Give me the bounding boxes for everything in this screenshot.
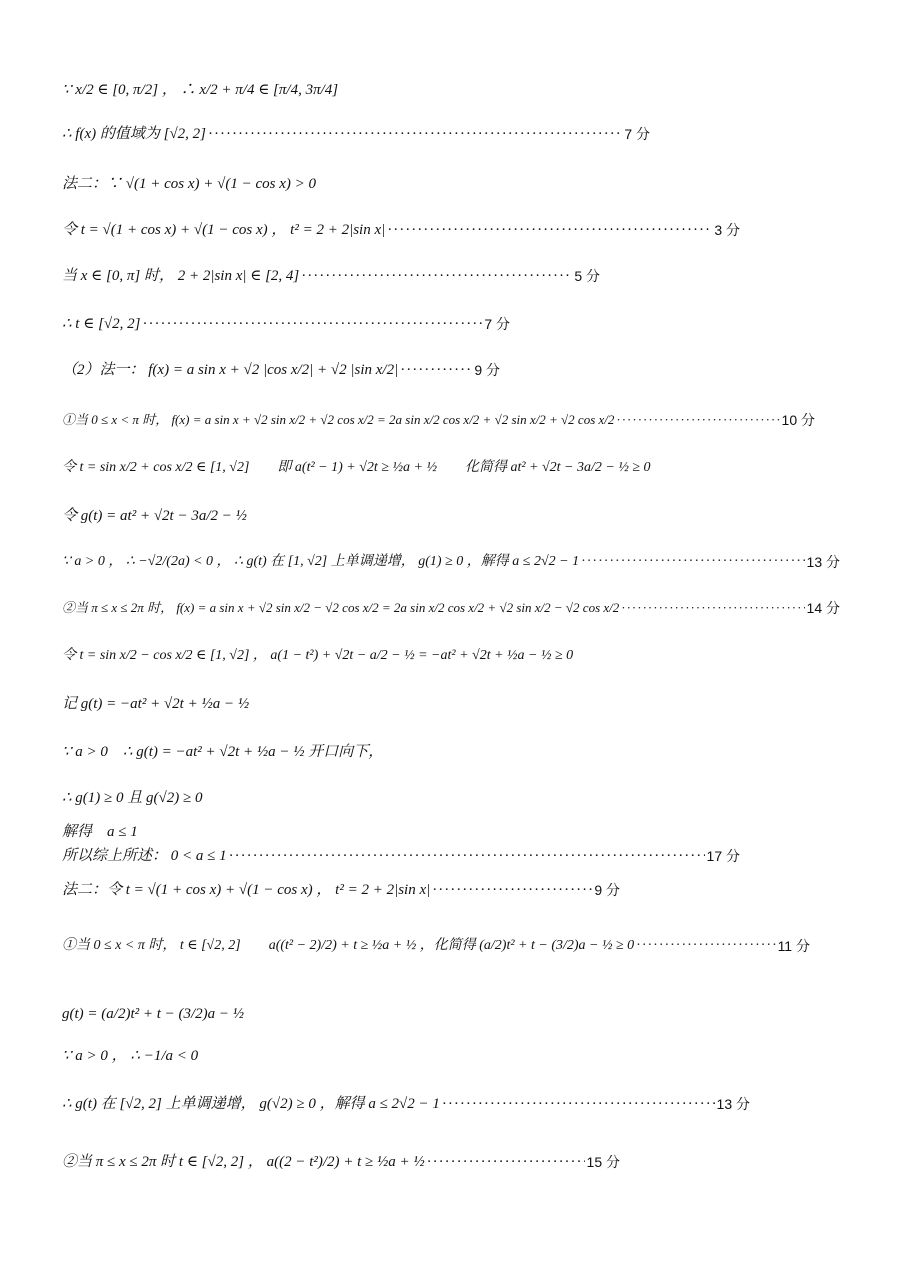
- leader-dots: [208, 124, 622, 144]
- solution-line-12: [62, 598, 840, 618]
- leader-dots: [636, 936, 775, 956]
- math-expression: ∵ x/2 ∈ [0, π/2] ， ∴ x/2 + π/4 ∈ [π/4, 3π/4]: [62, 82, 339, 98]
- solution-line-23: [62, 1094, 750, 1114]
- math-expression: ②当 π ≤ x ≤ 2π 时 t ∈ [√2, 2] ， a((2 − t²)/2) + t ≥ ½a + ½: [62, 1154, 425, 1170]
- math-expression: 记 g(t) = −at² + √2t + ½a − ½: [62, 696, 250, 712]
- solution-line-1: [62, 80, 838, 100]
- leader-dots: [442, 1094, 715, 1114]
- leader-dots: [142, 314, 482, 334]
- math-expression: 令 g(t) = at² + √2t − 3a/2 − ½: [62, 508, 247, 524]
- math-expression: ①当 0 ≤ x < π 时， f(x) = a sin x + √2 sin x/2 + √2 cos x/2 = 2a sin x/2 cos x/2 + √2 sin x/2 + √2 cos x/2: [62, 412, 615, 427]
- score-label: 14 分: [806, 600, 840, 616]
- solution-line-17: [62, 822, 838, 842]
- score-label: 3 分: [714, 222, 740, 238]
- score-label: 17 分: [706, 848, 740, 864]
- score-label: 13 分: [716, 1096, 750, 1112]
- math-expression: ∴ t ∈ [√2, 2]: [62, 316, 141, 332]
- solution-line-7: [62, 360, 500, 380]
- score-label: 11 分: [777, 938, 810, 954]
- solution-line-8: [62, 410, 815, 430]
- solution-line-14: [62, 694, 838, 714]
- math-expression: ∴ g(t) 在 [√2, 2] 上单调递增， g(√2) ≥ 0 ，解得 a ≤ 2√2 − 1: [62, 1096, 440, 1112]
- solution-line-4: [62, 220, 740, 240]
- solution-line-24: [62, 1152, 620, 1172]
- score-label: 9 分: [594, 882, 620, 898]
- solution-line-21: [62, 1004, 838, 1024]
- solution-line-11: [62, 552, 840, 572]
- solution-line-9: [62, 458, 838, 478]
- math-expression: g(t) = (a/2)t² + t − (3/2)a − ½: [62, 1006, 245, 1022]
- math-expression: ①当 0 ≤ x < π 时， t ∈ [√2, 2] a((t² − 2)/2) + t ≥ ½a + ½ ，化简得 (a/2)t² + t − (3/2)a − ½ ≥ 0: [62, 938, 635, 953]
- leader-dots: [427, 1152, 585, 1172]
- solution-line-15: [62, 742, 838, 762]
- math-expression: ②当 π ≤ x ≤ 2π 时， f(x) = a sin x + √2 sin x/2 − √2 cos x/2 = 2a sin x/2 cos x/2 + √2 sin x/2 − √2 cos x/2: [62, 600, 620, 615]
- solution-line-13: [62, 646, 838, 666]
- math-expression: 当 x ∈ [0, π] 时， 2 + 2|sin x| ∈ [2, 4]: [62, 268, 300, 284]
- score-label: 7 分: [624, 126, 650, 142]
- math-expression: 令 t = √(1 + cos x) + √(1 − cos x) ， t² = 2 + 2|sin x|: [62, 222, 386, 238]
- math-expression: 法二：令 t = √(1 + cos x) + √(1 − cos x) ， t² = 2 + 2|sin x|: [62, 882, 431, 898]
- leader-dots: [581, 552, 804, 572]
- solution-line-19: [62, 880, 620, 900]
- score-label: 5 分: [574, 268, 600, 284]
- leader-dots: [400, 360, 472, 380]
- solution-line-20: [62, 936, 810, 956]
- solution-line-2: [62, 124, 650, 144]
- solution-line-3: [62, 174, 838, 194]
- leader-dots: [621, 598, 804, 618]
- math-expression: ∴ g(1) ≥ 0 且 g(√2) ≥ 0: [62, 790, 203, 806]
- math-expression: ∵ a > 0 ∴ g(t) = −at² + √2t + ½a − ½ 开口向下，: [62, 744, 384, 760]
- math-expression: ∴ f(x) 的值域为 [√2, 2]: [62, 126, 207, 142]
- math-expression: ∵ a > 0 ， ∴ −√2/(2a) < 0 ， ∴ g(t) 在 [1, √2] 上单调递增， g(1) ≥ 0 ，解得 a ≤ 2√2 − 1: [62, 554, 580, 569]
- solution-line-18: [62, 846, 740, 866]
- solution-line-22: [62, 1046, 838, 1066]
- score-label: 15 分: [586, 1154, 620, 1170]
- math-expression: ∵ a > 0 ， ∴ −1/a < 0: [62, 1048, 199, 1064]
- leader-dots: [387, 220, 712, 240]
- leader-dots: [301, 266, 572, 286]
- solution-line-16: [62, 788, 838, 808]
- math-expression: 所以综上所述： 0 < a ≤ 1: [62, 848, 227, 864]
- solution-line-10: [62, 506, 838, 526]
- leader-dots: [616, 410, 779, 430]
- solution-line-6: [62, 314, 510, 334]
- math-expression: 法二：∵ √(1 + cos x) + √(1 − cos x) > 0: [62, 176, 316, 192]
- score-label: 7 分: [484, 316, 510, 332]
- math-expression: 解得 a ≤ 1: [62, 824, 138, 840]
- math-expression: 令 t = sin x/2 − cos x/2 ∈ [1, √2] ， a(1 − t²) + √2t − a/2 − ½ = −at² + √2t + ½a − ½ ≥ 0: [62, 648, 574, 663]
- solution-line-5: [62, 266, 600, 286]
- score-label: 10 分: [781, 412, 815, 428]
- score-label: 9 分: [474, 362, 500, 378]
- math-expression: 令 t = sin x/2 + cos x/2 ∈ [1, √2] 即 a(t² − 1) + √2t ≥ ½a + ½ 化简得 at² + √2t − 3a/2 − ½ ≥ 0: [62, 460, 651, 475]
- math-expression: （2）法一： f(x) = a sin x + √2 |cos x/2| + √2 |sin x/2|: [62, 362, 399, 378]
- leader-dots: [432, 880, 592, 900]
- score-label: 13 分: [806, 554, 840, 570]
- leader-dots: [229, 846, 705, 866]
